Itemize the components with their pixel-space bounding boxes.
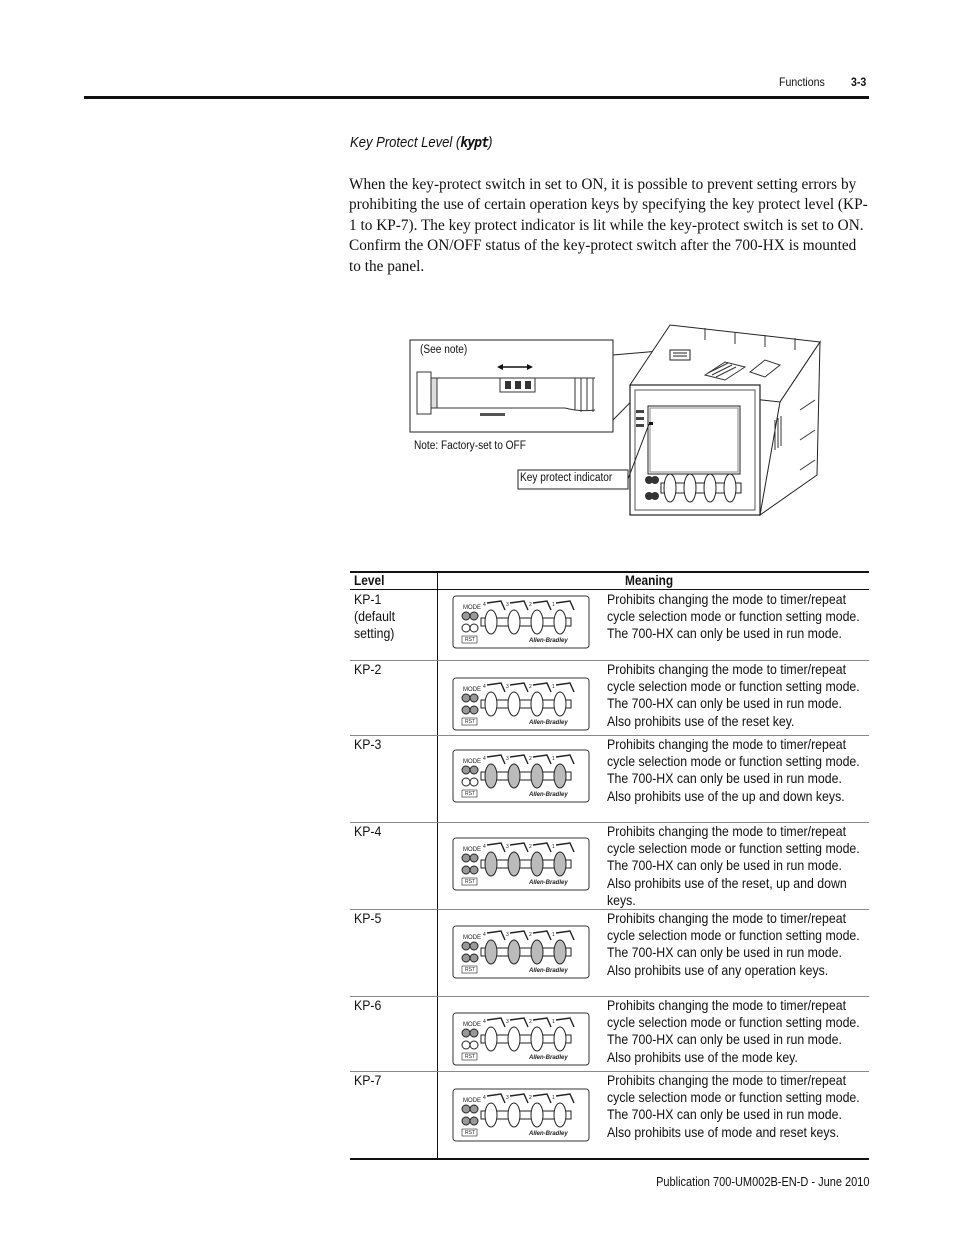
table-bottom-rule bbox=[350, 1158, 869, 1160]
key-panel-illustration bbox=[451, 676, 591, 732]
seven-segment-code: kypt bbox=[460, 135, 489, 151]
svg-text:1: 1 bbox=[552, 1095, 555, 1101]
body-paragraph: When the key-protect switch in set to ON, it is possible to prevent setting errors by prohibiting the use of certain operation keys by specifying the key protect level (KP-1 to KP-7). The key protect indicator is lit while the key-protect switch is set to ON. Confirm the ON/OFF status of the key-protect switch after the 700-HX is mounted to the panel. bbox=[349, 176, 868, 275]
brand-label: Allen-Bradley bbox=[529, 1055, 568, 1061]
mode-label: MODE bbox=[463, 605, 481, 611]
rst-label: RST bbox=[465, 791, 475, 797]
brand-label: Allen-Bradley bbox=[529, 1131, 568, 1137]
mode-label: MODE bbox=[463, 1098, 481, 1104]
table-header-meaning: Meaning bbox=[625, 573, 674, 588]
section-title-prefix: Key Protect Level ( bbox=[350, 135, 461, 151]
rst-label: RST bbox=[465, 967, 475, 973]
table-cell-meaning: Prohibits changing the mode to timer/repeat cycle selection mode or function setting mode. The 700-HX can only be used in run mode. Also prohibits use of mode and reset keys. bbox=[607, 1072, 860, 1140]
svg-text:1: 1 bbox=[552, 684, 555, 690]
table-cell-meaning: Prohibits changing the mode to timer/repeat cycle selection mode or function setting mode. The 700-HX can only be used in run mode. Also prohibits use of the reset, up and down keys. bbox=[607, 823, 860, 908]
factory-note-label: Note: Factory-set to OFF bbox=[414, 440, 526, 452]
svg-text:2: 2 bbox=[529, 684, 532, 690]
svg-text:3: 3 bbox=[506, 932, 509, 938]
key-panel-illustration bbox=[451, 1011, 591, 1067]
mode-label: MODE bbox=[463, 847, 481, 853]
table-cell-level: KP-4 bbox=[354, 823, 382, 839]
brand-label: Allen-Bradley bbox=[529, 720, 568, 726]
svg-text:4: 4 bbox=[483, 932, 486, 938]
svg-text:1: 1 bbox=[552, 602, 555, 608]
brand-label: Allen-Bradley bbox=[529, 968, 568, 974]
table-cell-meaning: Prohibits changing the mode to timer/repeat cycle selection mode or function setting mode. The 700-HX can only be used in run mode. bbox=[607, 591, 860, 642]
svg-text:3: 3 bbox=[506, 844, 509, 850]
page-number: 3-3 bbox=[851, 75, 867, 89]
brand-label: Allen-Bradley bbox=[529, 792, 568, 798]
svg-text:4: 4 bbox=[483, 602, 486, 608]
rst-label: RST bbox=[465, 879, 475, 885]
table-cell-level: KP-7 bbox=[354, 1072, 382, 1088]
svg-text:1: 1 bbox=[552, 1019, 555, 1025]
svg-text:2: 2 bbox=[529, 756, 532, 762]
key-protect-indicator-label: Key protect indicator bbox=[520, 472, 613, 484]
table-header-level: Level bbox=[354, 573, 385, 588]
svg-text:2: 2 bbox=[529, 602, 532, 608]
mode-label: MODE bbox=[463, 759, 481, 765]
running-header-section: Functions bbox=[779, 75, 825, 89]
svg-text:1: 1 bbox=[552, 844, 555, 850]
svg-text:3: 3 bbox=[506, 684, 509, 690]
table-cell-meaning: Prohibits changing the mode to timer/repeat cycle selection mode or function setting mode. The 700-HX can only be used in run mode. Also prohibits use of the up and down keys. bbox=[607, 736, 860, 804]
rst-label: RST bbox=[465, 637, 475, 643]
brand-label: Allen-Bradley bbox=[529, 638, 568, 644]
key-panel-illustration bbox=[451, 924, 591, 980]
section-title bbox=[350, 135, 492, 151]
key-panel-illustration bbox=[451, 1087, 591, 1143]
key-protect-switch-figure bbox=[405, 320, 825, 520]
section-title-suffix: ) bbox=[488, 135, 493, 151]
table-cell-level: KP-2 bbox=[354, 661, 382, 677]
key-panel-illustration bbox=[451, 594, 591, 650]
svg-text:3: 3 bbox=[506, 1095, 509, 1101]
table-top-rule bbox=[350, 571, 869, 573]
table-header-rule bbox=[350, 589, 869, 590]
svg-text:4: 4 bbox=[483, 756, 486, 762]
mode-label: MODE bbox=[463, 935, 481, 941]
table-cell-level: KP-6 bbox=[354, 997, 382, 1013]
svg-text:2: 2 bbox=[529, 844, 532, 850]
header-rule bbox=[84, 96, 869, 99]
table-cell-meaning: Prohibits changing the mode to timer/repeat cycle selection mode or function setting mode. The 700-HX can only be used in run mode. Also prohibits use of any operation keys. bbox=[607, 910, 860, 978]
table-cell-level: KP-5 bbox=[354, 910, 382, 926]
svg-text:4: 4 bbox=[483, 1019, 486, 1025]
see-note-label: (See note) bbox=[420, 344, 468, 356]
table-cell-meaning: Prohibits changing the mode to timer/repeat cycle selection mode or function setting mode. The 700-HX can only be used in run mode. Also prohibits use of the reset key. bbox=[607, 661, 860, 729]
publication-footer: Publication 700-UM002B-EN-D - June 2010 bbox=[655, 1175, 869, 1189]
key-panel-illustration bbox=[451, 836, 591, 892]
key-panel-illustration bbox=[451, 748, 591, 804]
svg-text:1: 1 bbox=[552, 932, 555, 938]
svg-text:3: 3 bbox=[506, 756, 509, 762]
table-cell-level: KP-1 (default setting) bbox=[354, 591, 396, 642]
svg-text:2: 2 bbox=[529, 1019, 532, 1025]
svg-text:2: 2 bbox=[529, 1095, 532, 1101]
mode-label: MODE bbox=[463, 1022, 481, 1028]
table-cell-level: KP-3 bbox=[354, 736, 382, 752]
rst-label: RST bbox=[465, 1130, 475, 1136]
table-cell-meaning: Prohibits changing the mode to timer/repeat cycle selection mode or function setting mode. The 700-HX can only be used in run mode. Also prohibits use of the mode key. bbox=[607, 997, 860, 1065]
svg-text:4: 4 bbox=[483, 684, 486, 690]
svg-text:4: 4 bbox=[483, 844, 486, 850]
svg-text:1: 1 bbox=[552, 756, 555, 762]
rst-label: RST bbox=[465, 1054, 475, 1060]
svg-text:3: 3 bbox=[506, 1019, 509, 1025]
mode-label: MODE bbox=[463, 687, 481, 693]
brand-label: Allen-Bradley bbox=[529, 880, 568, 886]
rst-label: RST bbox=[465, 719, 475, 725]
svg-text:4: 4 bbox=[483, 1095, 486, 1101]
svg-text:3: 3 bbox=[506, 602, 509, 608]
svg-text:2: 2 bbox=[529, 932, 532, 938]
